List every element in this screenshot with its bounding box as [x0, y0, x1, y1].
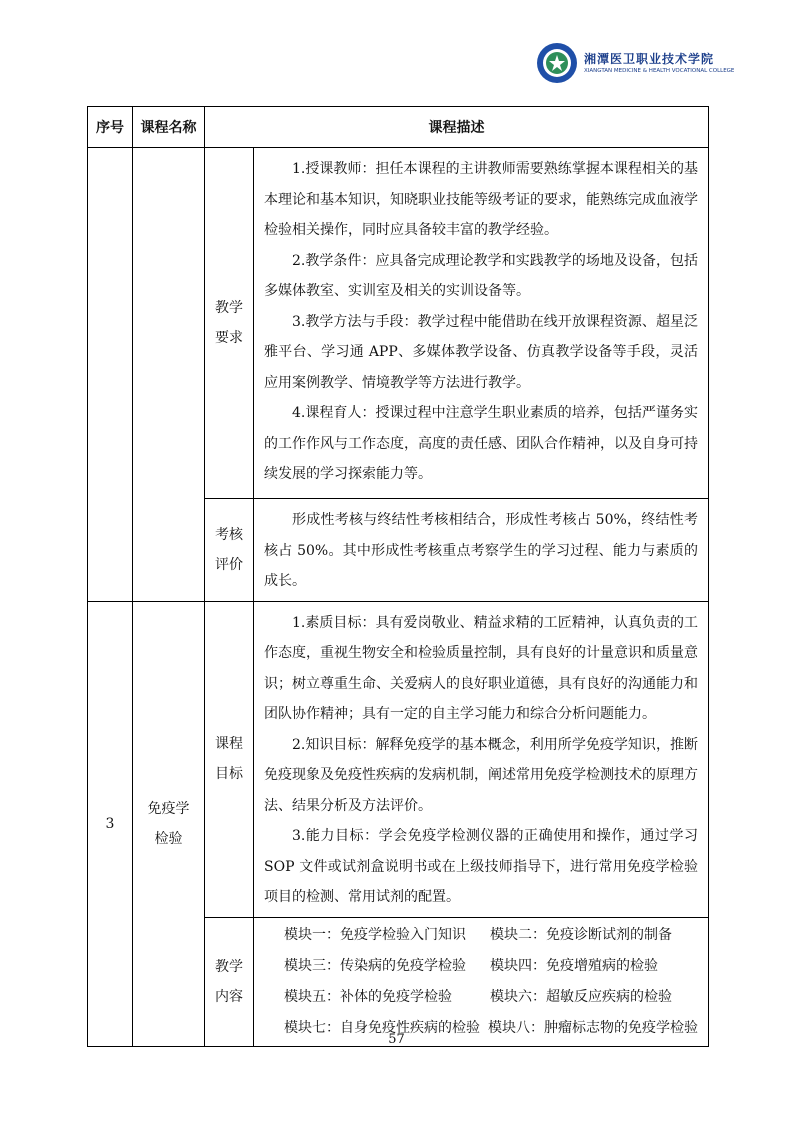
table-header-row: [88, 107, 709, 148]
assessment-text: [254, 499, 709, 602]
header-course: 课程名称: [133, 107, 205, 148]
requirement-paragraph: 3.教学方法与手段：教学过程中能借助在线开放课程资源、超星泛雅平台、学习通 APP、多媒体教学设备、仿真教学设备等手段，灵活应用案例教学、情境教学等方法进行教学。: [264, 313, 698, 391]
module-row: [284, 920, 698, 951]
school-emblem-icon: [536, 42, 578, 84]
course-table: [87, 106, 709, 1047]
label-teaching-content: 教学 内容: [205, 917, 254, 1046]
module-row: [284, 951, 698, 982]
requirement-paragraph: 1.授课教师：担任本课程的主讲教师需要熟练掌握本课程相关的基本理论和基本知识，知晓职业技能等级考证的要求，能熟练完成血液学检验相关操作，同时应具备较丰富的教学经验。: [264, 161, 698, 238]
module-item: 模块七：自身免疫性疾病的检验: [284, 1019, 480, 1036]
school-name-cn: 湘潭医卫职业技术学院: [584, 52, 715, 66]
goal-paragraph: 3.能力目标：学会免疫学检测仪器的正确使用和操作，通过学习 SOP 文件或试剂盒说明书或在上级技师指导下，进行常用免疫学检验项目的检测、常用试剂的配置。: [264, 828, 698, 905]
school-name-en: XIANGTAN MEDICINE & HEALTH VOCATIONAL COLLEGE: [584, 68, 735, 74]
header-no: 序号: [88, 107, 133, 148]
module-item: 模块六：超敏反应疾病的检验: [490, 988, 672, 1005]
teaching-content-modules: [254, 917, 709, 1046]
module-item: 模块二：免疫诊断试剂的制备: [490, 926, 672, 943]
course-name: 免疫学检验: [133, 601, 205, 1046]
assessment-paragraph: 形成性考核与终结性考核相结合，形成性考核占 50%，终结性考核占 50%。其中形成性考核重点考察学生的学习过程、能力与素质的成长。: [264, 512, 698, 589]
page-number: 57: [388, 1032, 405, 1047]
requirement-paragraph: 2.教学条件：应具备完成理论教学和实践教学的场地及设备，包括多媒体教室、实训室及相关的实训设备等。: [264, 252, 698, 299]
teaching-requirements-text: [254, 148, 709, 499]
goal-paragraph: 2.知识目标：解释免疫学的基本概念，利用所学免疫学知识，推断免疫现象及免疫性疾病的发病机制，阐述常用免疫学检测技术的原理方法、结果分析及方法评价。: [264, 736, 698, 814]
label-teaching-requirements: 教学 要求: [205, 148, 254, 499]
requirement-paragraph: 4.课程育人：授课过程中注意学生职业素质的培养，包括严谨务实的工作作风与工作态度，高度的责任感、团队合作精神，以及自身可持续发展的学习探索能力等。: [264, 405, 698, 482]
course-goals-text: [254, 601, 709, 917]
module-item: 模块五：补体的免疫学检验: [284, 988, 452, 1005]
label-course-goals: 课程 目标: [205, 601, 254, 917]
school-logo: [536, 40, 746, 88]
table-row: [88, 601, 709, 917]
course-number: 3: [88, 601, 133, 1046]
module-item: 模块八：肿瘤标志物的免疫学检验: [488, 1019, 698, 1036]
module-item: 模块一：免疫学检验入门知识: [284, 926, 466, 943]
goal-paragraph: 1.素质目标：具有爱岗敬业、精益求精的工匠精神，认真负责的工作态度，重视生物安全和检验质量控制，具有良好的计量意识和质量意识；树立尊重生命、关爱病人的良好职业道德，具有良好的沟通能力和团队协作精神；具有一定的自主学习能力和综合分析问题能力。: [264, 614, 698, 722]
row1-no-cell: [88, 148, 133, 602]
module-row: [284, 982, 698, 1013]
label-assessment: 考核 评价: [205, 499, 254, 602]
row1-course-cell: [133, 148, 205, 602]
module-item: 模块三：传染病的免疫学检验: [284, 957, 466, 974]
module-item: 模块四：免疫增殖病的检验: [490, 957, 658, 974]
header-desc: 课程描述: [205, 107, 709, 148]
table-row: [88, 148, 709, 499]
